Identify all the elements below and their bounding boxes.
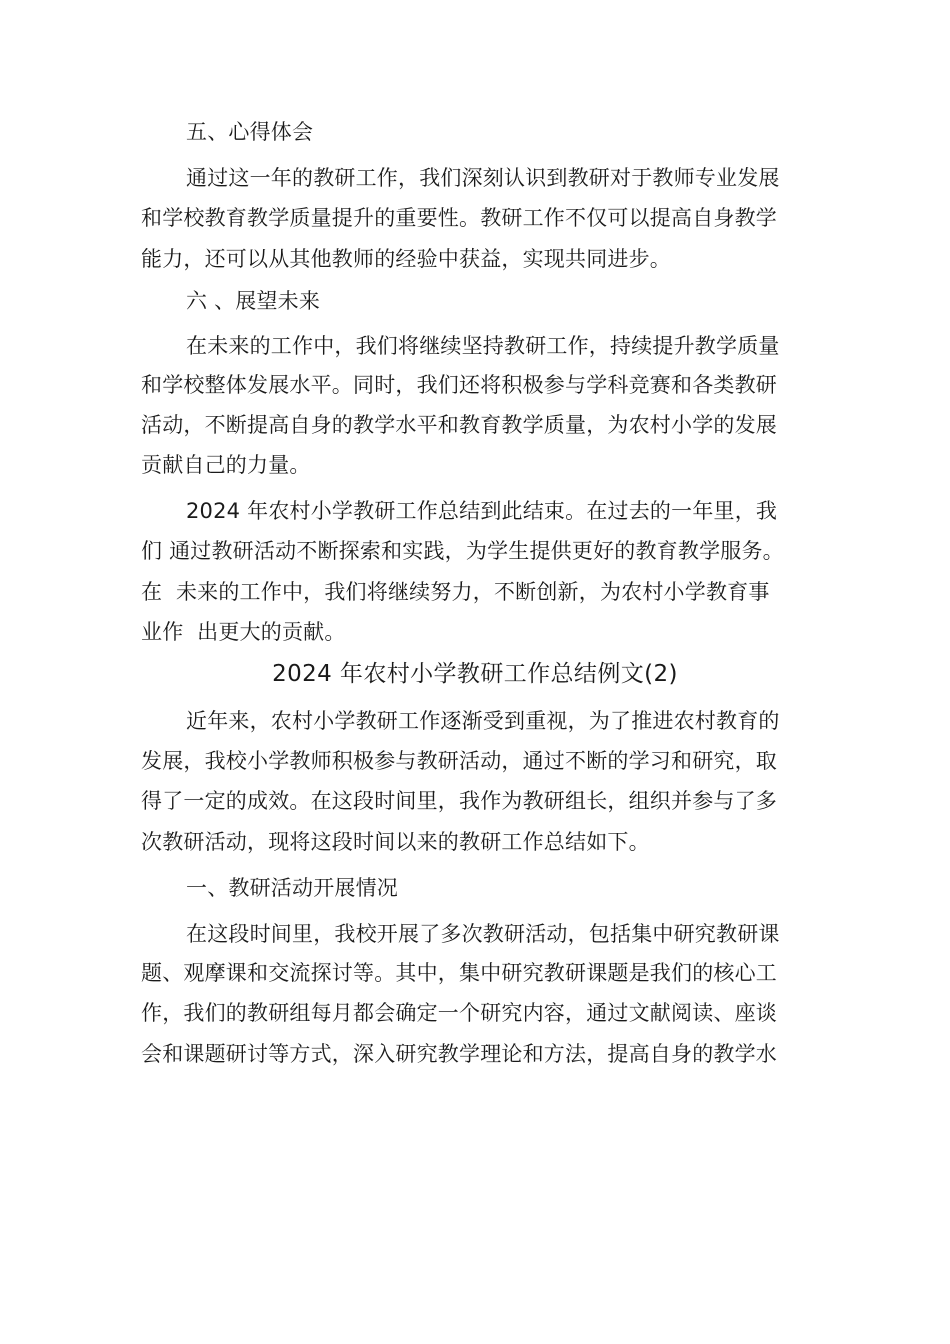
paragraph-line: 得了一定的成效。在这段时间里，我作为教研组长，组织并参与了多 [141, 789, 777, 813]
section-heading-5: 五、心得体会 [186, 120, 314, 144]
section-heading-6: 六 、展望未来 [186, 289, 321, 313]
document-title: 2024 年农村小学教研工作总结例文(2) [272, 661, 678, 687]
paragraph-line: 在这段时间里，我校开展了多次教研活动，包括集中研究教研课 [186, 922, 780, 946]
paragraph-line: 能力，还可以从其他教师的经验中获益，实现共同进步。 [141, 247, 671, 271]
paragraph-line: 2024 年农村小学教研工作总结到此结束。在过去的一年里，我 [186, 499, 778, 523]
paragraph-line: 和学校整体发展水平。同时，我们还将积极参与学科竞赛和各类教研 [141, 373, 777, 397]
paragraph-line: 在未来的工作中，我们将继续坚持教研工作，持续提升教学质量 [186, 334, 780, 358]
paragraph-line: 次教研活动，现将这段时间以来的教研工作总结如下。 [141, 830, 650, 854]
paragraph-line: 通过这一年的教研工作，我们深刻认识到教研对于教师专业发展 [186, 166, 780, 190]
paragraph-line: 活动，不断提高自身的教学水平和教育教学质量，为农村小学的发展 [141, 413, 777, 437]
paragraph-line: 业作 出更大的贡献。 [141, 620, 346, 644]
paragraph-line: 近年来，农村小学教研工作逐渐受到重视，为了推进农村教育的 [186, 709, 780, 733]
paragraph-line: 发展，我校小学教师积极参与教研活动，通过不断的学习和研究，取 [141, 749, 777, 773]
paragraph-line: 题、观摩课和交流探讨等。其中，集中研究教研课题是我们的核心工 [141, 961, 777, 985]
section-heading-1: 一、教研活动开展情况 [186, 876, 398, 900]
paragraph-line: 在 未来的工作中，我们将继续努力，不断创新，为农村小学教育事 [141, 580, 770, 604]
paragraph-line: 和学校教育教学质量提升的重要性。教研工作不仅可以提高自身教学 [141, 206, 777, 230]
paragraph-line: 们 通过教研活动不断探索和实践，为学生提供更好的教育教学服务。 [141, 539, 784, 563]
paragraph-line: 作，我们的教研组每月都会确定一个研究内容，通过文献阅读、座谈 [141, 1001, 777, 1025]
paragraph-line: 贡献自己的力量。 [141, 453, 311, 477]
paragraph-line: 会和课题研讨等方式，深入研究教学理论和方法，提高自身的教学水 [141, 1042, 777, 1066]
